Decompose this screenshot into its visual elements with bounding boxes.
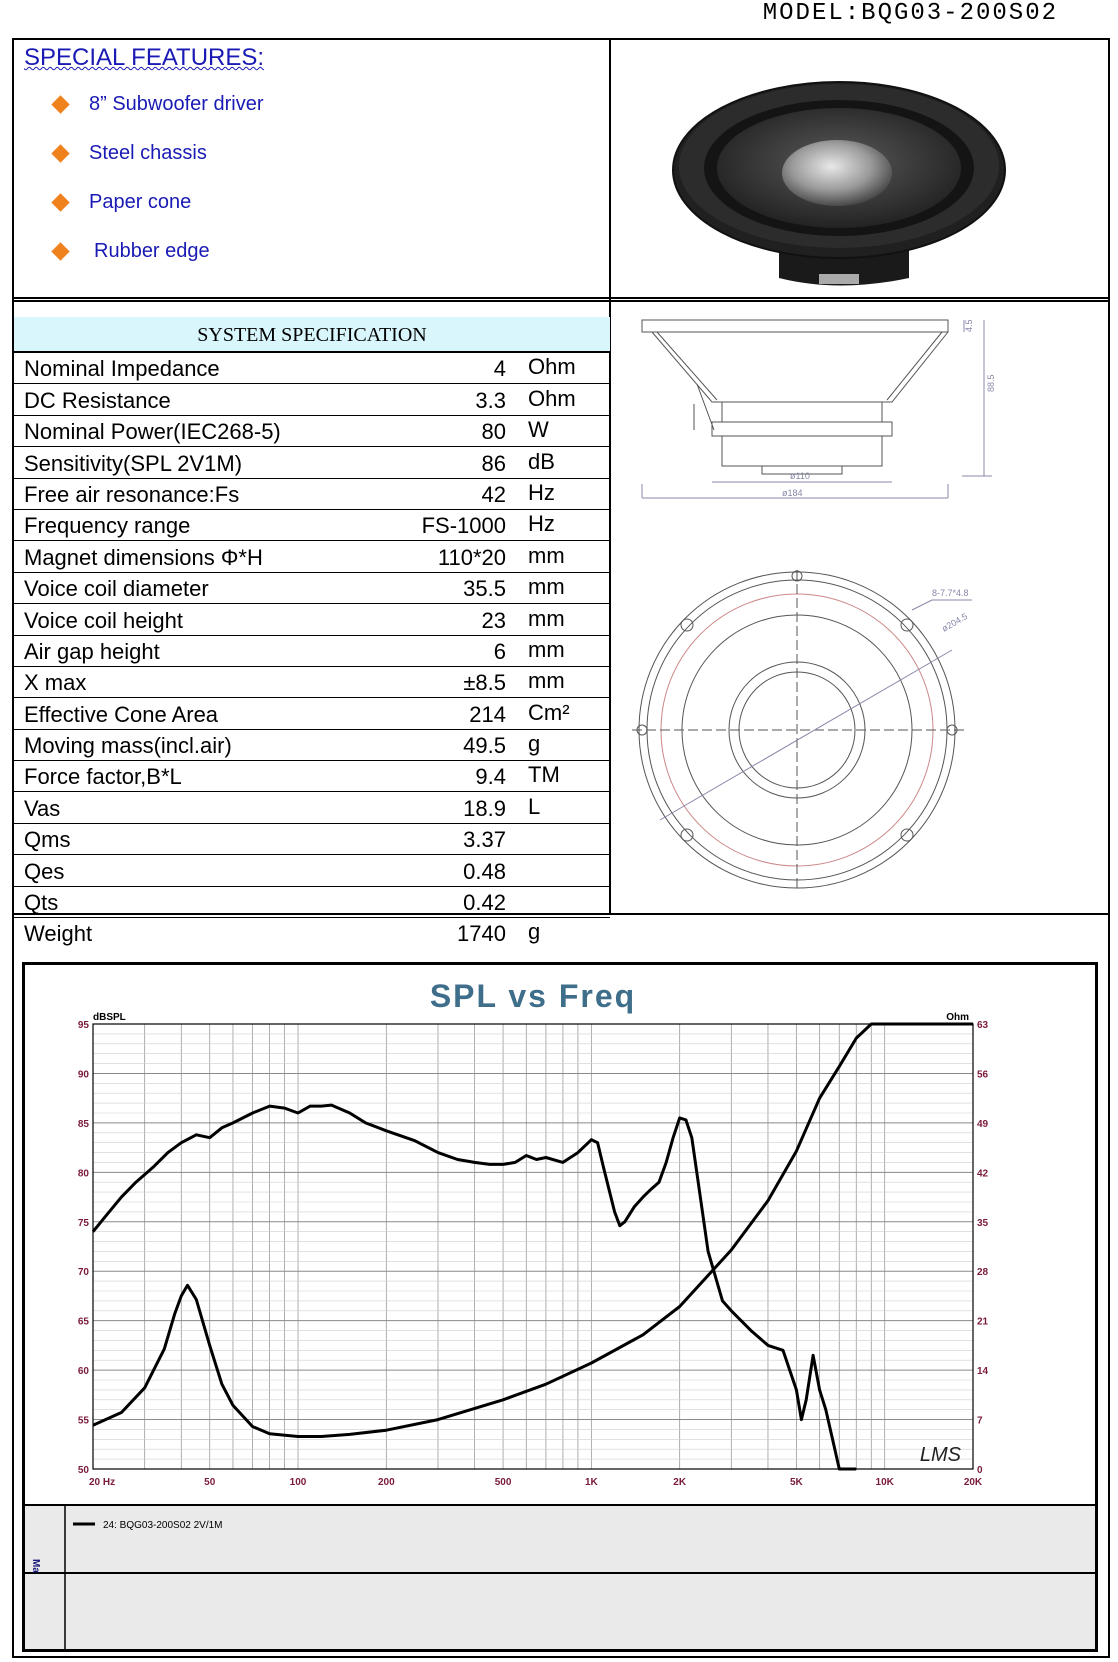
feature-item: Paper cone	[54, 178, 264, 227]
y-tick-label: 90	[77, 1069, 89, 1081]
dim-label: ø184	[782, 488, 803, 498]
features-list	[54, 80, 264, 276]
y-tick-label-right: 14	[977, 1366, 989, 1378]
spl-chart-frame	[22, 962, 1098, 1652]
spec-row	[14, 384, 610, 415]
spec-unit: Ohm	[528, 385, 576, 411]
spec-row	[14, 698, 610, 729]
y-tick-label: 55	[77, 1415, 89, 1427]
speaker-photo	[669, 78, 1009, 288]
spec-row	[14, 761, 610, 792]
spec-rows	[14, 353, 610, 948]
spec-table	[14, 317, 610, 948]
spec-param: Vas	[24, 795, 61, 821]
plot-panel	[25, 965, 1095, 1505]
spec-value: 80	[481, 419, 506, 445]
spec-row	[14, 541, 610, 572]
spec-value: 3.37	[463, 827, 506, 853]
spec-row	[14, 510, 610, 541]
y-tick-label: 85	[77, 1118, 89, 1130]
x-tick-label: 200	[377, 1477, 395, 1488]
x-tick-label: 2K	[673, 1477, 687, 1488]
spec-unit: mm	[528, 636, 565, 662]
y-tick-label: 60	[77, 1366, 89, 1378]
spec-param: Force factor,B*L	[24, 764, 182, 790]
y-tick-label: 70	[77, 1267, 89, 1279]
spec-unit: W	[528, 417, 549, 443]
spec-param: DC Resistance	[24, 387, 171, 413]
dim-label: ø110	[790, 471, 810, 481]
y-tick-label-right: 56	[977, 1069, 989, 1081]
spec-param: Moving mass(incl.air)	[24, 733, 232, 759]
spec-unit: TM	[528, 762, 560, 788]
bullet-diamond-icon	[51, 144, 69, 162]
spec-row	[14, 730, 610, 761]
spec-param: Free air resonance:Fs	[24, 481, 240, 507]
y-tick-label: 50	[77, 1465, 89, 1476]
spec-param: Voice coil height	[24, 607, 183, 633]
x-tick-label: 20 Hz	[89, 1477, 116, 1488]
spec-row	[14, 667, 610, 698]
bullet-diamond-icon	[51, 242, 69, 260]
spec-row	[14, 855, 610, 886]
spec-value: 42	[481, 481, 506, 507]
feature-item: Rubber edge	[54, 227, 264, 276]
spec-unit: g	[528, 919, 541, 945]
y-tick-label-right: 28	[977, 1267, 989, 1279]
spec-row	[14, 918, 610, 948]
spec-value: 3.3	[475, 387, 506, 413]
chart-title: SPL vs Freq	[429, 978, 637, 1014]
spec-value: 35.5	[463, 576, 506, 602]
spec-param: Voice coil diameter	[24, 576, 209, 602]
y-tick-label-right: 7	[977, 1415, 983, 1427]
spec-row	[14, 824, 610, 855]
dim-label: 8-7.7*4.8	[932, 588, 969, 598]
spec-row	[14, 479, 610, 510]
x-tick-label: 1K	[584, 1477, 598, 1488]
spec-row	[14, 447, 610, 478]
dim-label: 88.5	[986, 374, 996, 392]
feature-item: Steel chassis	[54, 129, 264, 178]
bullet-diamond-icon	[51, 193, 69, 211]
spec-row	[14, 792, 610, 823]
spec-param: Qms	[24, 827, 71, 853]
x-tick-label: 50	[204, 1477, 216, 1488]
y-tick-label: 65	[77, 1316, 89, 1328]
spec-unit: Cm²	[528, 699, 570, 725]
front-view-drawing	[632, 570, 1052, 890]
spec-value: 18.9	[463, 795, 506, 821]
x-tick-label: 500	[494, 1477, 512, 1488]
y-tick-label: 80	[77, 1168, 89, 1180]
spec-row	[14, 353, 610, 384]
y-tick-label-right: 0	[977, 1465, 983, 1476]
legend-entry: 24: BQG03-200S02 2V/1M	[103, 1520, 223, 1531]
spl-vs-freq-chart	[25, 965, 1095, 1649]
y-tick-label-right: 42	[977, 1168, 989, 1180]
x-tick-label: 20K	[963, 1477, 983, 1488]
spec-value: 9.4	[475, 764, 506, 790]
spec-unit: L	[528, 793, 541, 819]
spec-unit: g	[528, 731, 541, 757]
spec-value: 23	[481, 607, 506, 633]
spec-param: Sensitivity(SPL 2V1M)	[24, 450, 243, 476]
spec-row	[14, 573, 610, 604]
y-axis-label-right: Ohm	[946, 1012, 969, 1023]
spec-param: Nominal Power(IEC268-5)	[24, 419, 281, 445]
y-axis-label: dBSPL	[93, 1012, 126, 1023]
dim-label: 4.5	[964, 319, 974, 332]
spec-value: FS-1000	[421, 513, 506, 539]
spec-unit: dB	[528, 448, 555, 474]
spec-value: 86	[481, 450, 506, 476]
spec-value: 0.48	[463, 858, 506, 884]
side-view-drawing	[632, 312, 1032, 512]
spec-param: Weight	[24, 921, 93, 947]
lms-watermark: LMS	[919, 1444, 961, 1466]
y-tick-label-right: 49	[977, 1118, 989, 1130]
model-number: MODEL:BQG03-200S02	[762, 0, 1058, 27]
spec-unit: mm	[528, 542, 565, 568]
spec-value: 1740	[457, 921, 506, 947]
x-tick-label: 100	[289, 1477, 307, 1488]
spec-param: Magnet dimensions Φ*H	[24, 544, 263, 570]
spec-value: 0.42	[463, 890, 506, 916]
y-tick-label-right: 21	[977, 1316, 989, 1328]
spec-unit: Hz	[528, 479, 555, 505]
spec-unit: mm	[528, 668, 565, 694]
spec-value: 4	[493, 356, 506, 382]
spec-param: Qes	[24, 858, 65, 884]
spec-table-title: SYSTEM SPECIFICATION	[14, 317, 610, 353]
dim-label: ø204.5	[940, 611, 970, 634]
row-divider-top	[14, 297, 1108, 299]
x-tick-label: 10K	[875, 1477, 894, 1488]
spec-value: 6	[493, 638, 506, 664]
row-divider-top-inner	[14, 300, 1108, 302]
features-title: SPECIAL FEATURES:	[24, 44, 265, 71]
spec-unit: Hz	[528, 511, 555, 537]
spec-unit: mm	[528, 574, 565, 600]
spec-param: Nominal Impedance	[24, 356, 220, 382]
spec-unit: mm	[528, 605, 565, 631]
feature-item: 8” Subwoofer driver	[54, 80, 264, 129]
spec-param: Frequency range	[24, 513, 191, 539]
spec-param: X max	[24, 670, 87, 696]
spec-unit: Ohm	[528, 354, 576, 380]
spec-row	[14, 416, 610, 447]
spec-value: 214	[469, 701, 506, 727]
spec-param: Effective Cone Area	[24, 701, 219, 727]
y-tick-label-right: 63	[977, 1020, 989, 1031]
spec-value: 49.5	[463, 733, 506, 759]
spec-param: Air gap height	[24, 638, 160, 664]
spec-param: Qts	[24, 890, 59, 916]
spec-value: ±8.5	[463, 670, 506, 696]
y-tick-label: 75	[77, 1217, 89, 1229]
spec-value: 110*20	[437, 544, 506, 570]
y-tick-label-right: 35	[977, 1217, 989, 1229]
y-tick-label: 95	[77, 1020, 89, 1031]
spec-row	[14, 636, 610, 667]
spec-row	[14, 887, 610, 918]
x-tick-label: 5K	[789, 1477, 803, 1488]
side-text: Ma	[30, 1559, 41, 1573]
bullet-diamond-icon	[51, 95, 69, 113]
spec-row	[14, 604, 610, 635]
